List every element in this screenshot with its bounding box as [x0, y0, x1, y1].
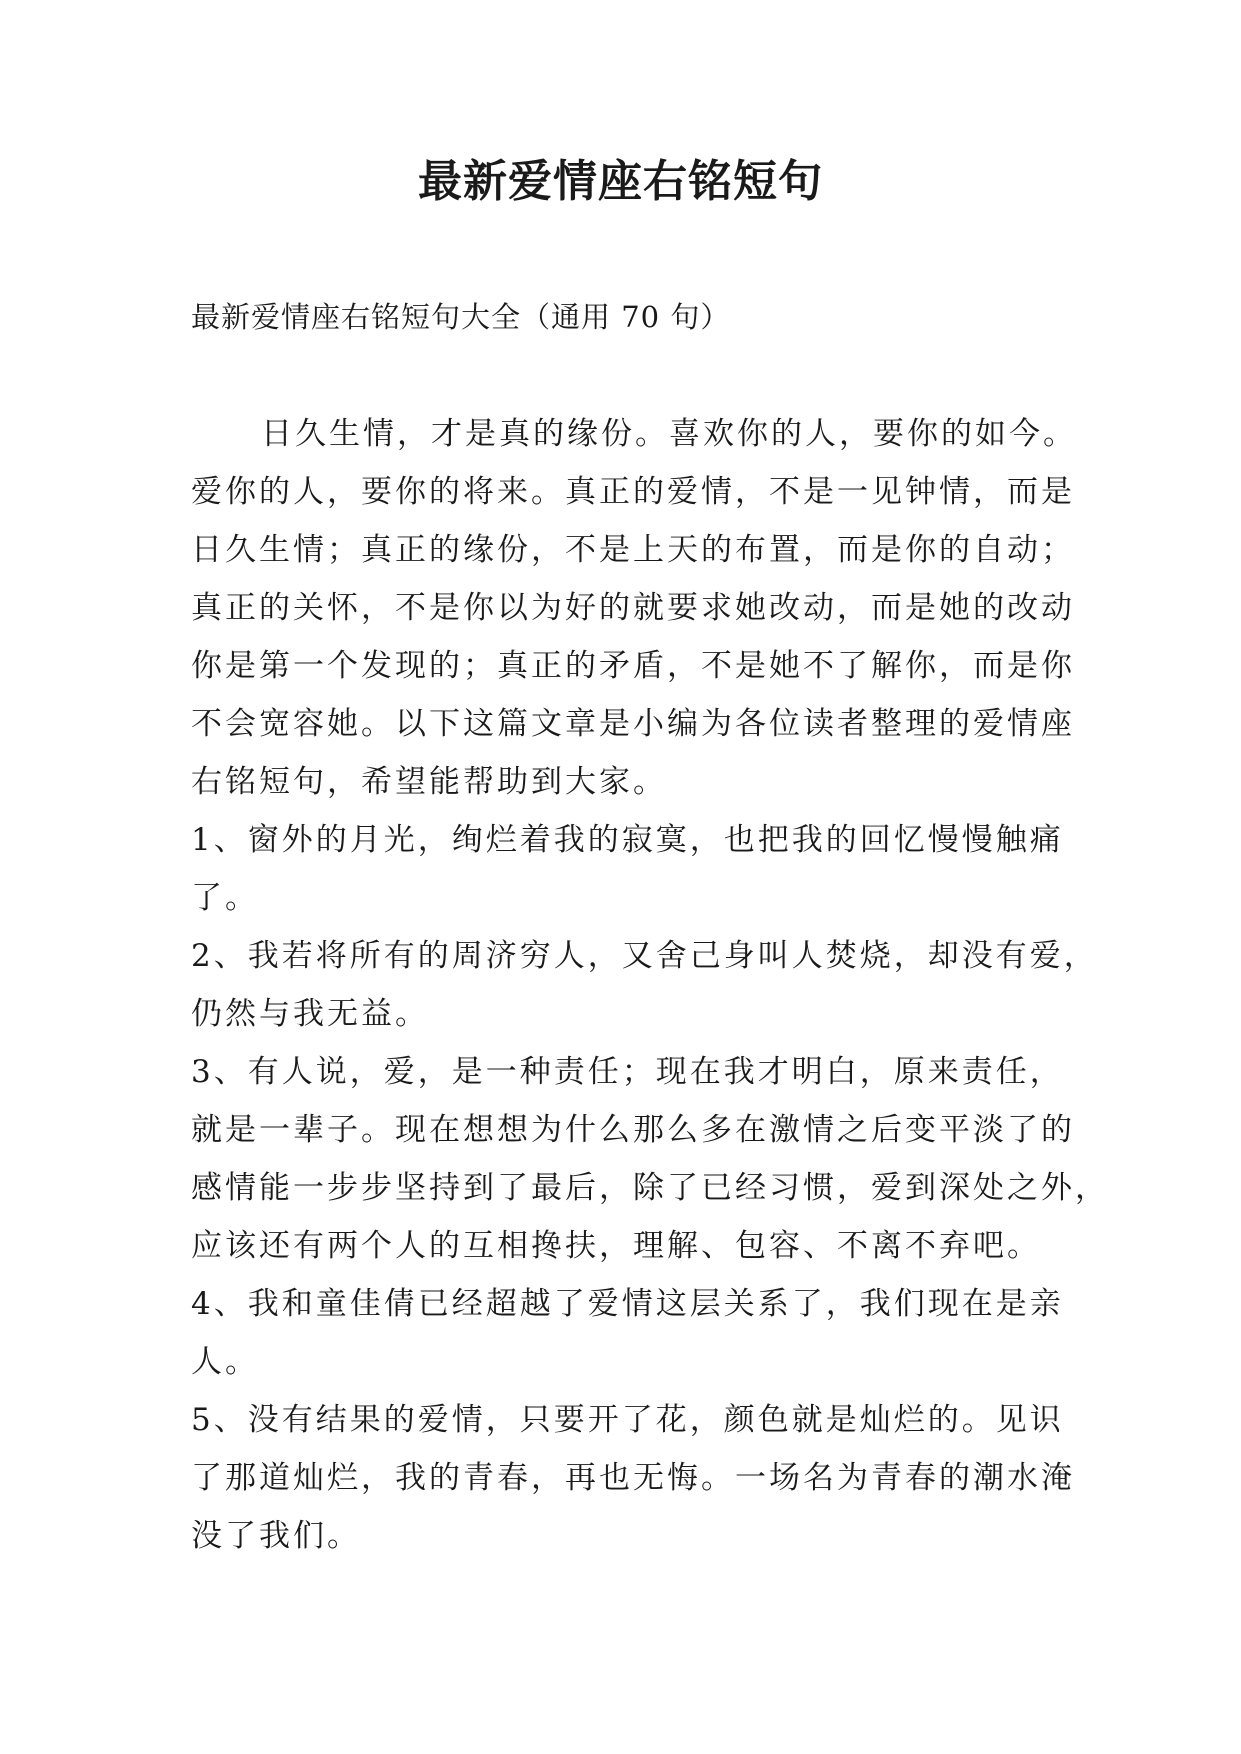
document-title: 最新爱情座右铭短句 — [418, 156, 823, 207]
list-item-line: 2、我若将所有的周济穷人，又舍己身叫人焚烧，却没有爱， — [191, 938, 1098, 974]
body-line: 爱你的人，要你的将来。真正的爱情，不是一见钟情，而是 — [191, 474, 1075, 510]
list-item-line: 了。 — [191, 880, 259, 916]
body-line: 真正的关怀，不是你以为好的就要求她改动，而是她的改动 — [191, 590, 1075, 626]
body-line: 日久生情；真正的缘份，不是上天的布置，而是你的自动； — [191, 532, 1075, 568]
list-item-line: 3、有人说，爱，是一种责任；现在我才明白，原来责任， — [191, 1054, 1064, 1090]
list-item-line: 人。 — [191, 1344, 259, 1380]
body-line: 你是第一个发现的；真正的矛盾，不是她不了解你，而是你 — [191, 648, 1075, 684]
list-item-line: 仍然与我无益。 — [191, 996, 429, 1032]
body-line: 右铭短句，希望能帮助到大家。 — [191, 764, 667, 800]
list-item-line: 了那道灿烂，我的青春，再也无悔。一场名为青春的潮水淹 — [191, 1460, 1075, 1496]
body-line: 不会宽容她。以下这篇文章是小编为各位读者整理的爱情座 — [191, 706, 1075, 742]
list-item-line: 就是一辈子。现在想想为什么那么多在激情之后变平淡了的 — [191, 1112, 1075, 1148]
list-item-line: 没了我们。 — [191, 1518, 361, 1554]
list-item-line: 感情能一步步坚持到了最后，除了已经习惯，爱到深处之外， — [191, 1170, 1109, 1206]
document-body — [191, 405, 1109, 1565]
body-line: 日久生情，才是真的缘份。喜欢你的人，要你的如今。 — [261, 416, 1077, 452]
list-item-line: 应该还有两个人的互相搀扶，理解、包容、不离不弃吧。 — [191, 1228, 1041, 1264]
list-item-line: 5、没有结果的爱情，只要开了花，颜色就是灿烂的。见识 — [191, 1402, 1064, 1438]
list-item-line: 4、我和童佳倩已经超越了爱情这层关系了，我们现在是亲 — [191, 1286, 1064, 1322]
list-item-line: 1、窗外的月光，绚烂着我的寂寞，也把我的回忆慢慢触痛 — [191, 822, 1064, 858]
document-subtitle: 最新爱情座右铭短句大全（通用 70 句） — [191, 300, 731, 334]
